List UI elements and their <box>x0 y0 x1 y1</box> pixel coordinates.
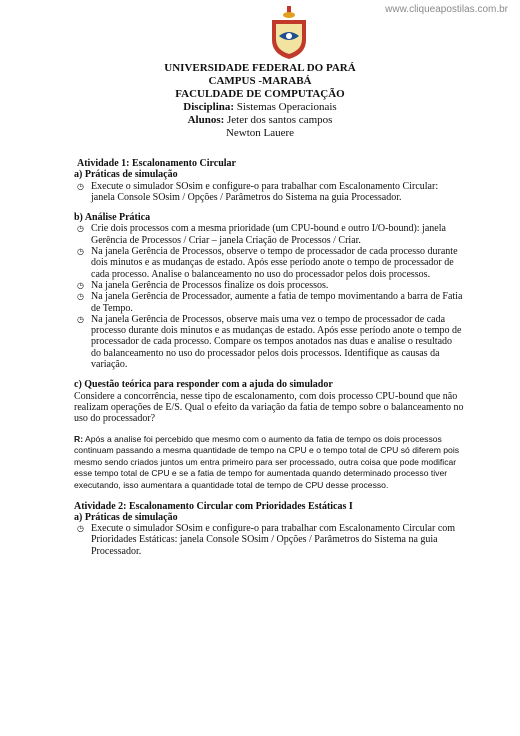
campus-name: CAMPUS -MARABÁ <box>208 75 312 87</box>
list-item: ◷ Na janela Gerência de Processos finalize os dois processos. <box>77 279 329 291</box>
discipline-label: Disciplina: <box>183 101 235 113</box>
students-label: Alunos: <box>187 114 225 126</box>
students-line <box>0 114 520 127</box>
list-item: ◷ Crie dois processos com a mesma prioridade (um CPU-bound e outro I/O-bound): janela Gerência de Processos / Criar – janela Criação de Processos / Criar. <box>77 223 446 246</box>
discipline-line <box>0 101 520 114</box>
university-crest-logo <box>266 6 312 60</box>
watermark: www.cliqueapostilas.com.br <box>385 4 508 15</box>
clock-icon: ◷ <box>77 247 84 257</box>
list-item: ◷ Na janela Gerência de Processador, aumente a fatia de tempo movimentando a barra de Fatia de Tempo. <box>77 291 463 314</box>
clock-icon: ◷ <box>77 524 84 534</box>
list-item: ◷ Execute o simulador SOsim e configure-o para trabalhar com Escalonamento Circular: janela Console SOsim / Opções / Parâmetros do Sistema na guia Processador. <box>77 180 439 203</box>
document-header <box>0 62 520 140</box>
activity-1-title: Atividade 1: Escalonamento Circular <box>77 158 236 169</box>
question-text: Considere a concorrência, nesse tipo de escalonamento, com dois processo CPU-bound que não realizam operações de E/S. Qual o efeito da variação da fatia de tempo sobre o balanceamento no uso do processador? <box>74 390 464 425</box>
discipline-value: Sistemas Operacionais <box>234 101 337 113</box>
answer-label: R: <box>74 433 84 444</box>
answer-text: Após a analise foi percebido que mesmo com o aumento da fatia de tempo os dois processos continuam passando a mesma quantidade de tempo na CPU e o tempo total de CPU só diferem pois mesmo sendo criados juntos um entra primeiro para ser processado, outra coisa que pode modificar esse tempo total de CPU e se a fatia de tempo for aumentada quando determinado processo tiver executando, isso aumentara a quantidade total de tempo de CPU desse processo. <box>74 433 460 490</box>
activity-2-section-a-title: a) Práticas de simulação <box>74 511 178 523</box>
list-item: ◷ Na janela Gerência de Processos, observe o tempo de processador de cada processo durante dois minutos e as mudanças de estado. Após esse período anote o tempo de processador de cada processo. Analise o balanceamento no uso do processador pelos dois processos. <box>77 246 458 280</box>
student-name-1: Jeter dos santos campos <box>224 114 333 126</box>
university-name: UNIVERSIDADE FEDERAL DO PARÁ <box>164 62 356 74</box>
clock-icon: ◷ <box>77 181 84 191</box>
clock-icon: ◷ <box>77 292 84 302</box>
activity-1-section-b-title: b) Análise Prática <box>74 212 151 224</box>
activity-1-section-a-title: a) Práticas de simulação <box>74 169 178 181</box>
list-item: ◷ Na janela Gerência de Processos, observe mais uma vez o tempo de processador de cada processo durante dois minutos e as mudanças de estado. Após esse período anote o tempo de processador de cada processo. Compare os tempos anotados nas duas e analise o resultado do balanceamento no uso do processador pelos dois processos. Identifique as causas da variação. <box>77 313 462 371</box>
clock-icon: ◷ <box>77 224 84 234</box>
faculty-name: FACULDADE DE COMPUTAÇÃO <box>175 88 345 100</box>
list-item: ◷ Execute o simulador SOsim e configure-o para trabalhar com Escalonamento Circular com Prioridades Estáticas: janela Console SOsim / Opções / Parâmetros do Sistema na guia Processador. <box>77 523 456 557</box>
activity-2-title: Atividade 2: Escalonamento Circular com Prioridades Estáticas I <box>74 500 353 512</box>
clock-icon: ◷ <box>77 314 84 324</box>
activity-1-section-c-title: c) Questão teórica para responder com a ajuda do simulador <box>74 379 333 391</box>
clock-icon: ◷ <box>77 280 84 290</box>
document-body <box>74 158 464 557</box>
student-name-2: Newton Lauere <box>225 127 295 139</box>
answer-paragraph <box>74 434 464 492</box>
